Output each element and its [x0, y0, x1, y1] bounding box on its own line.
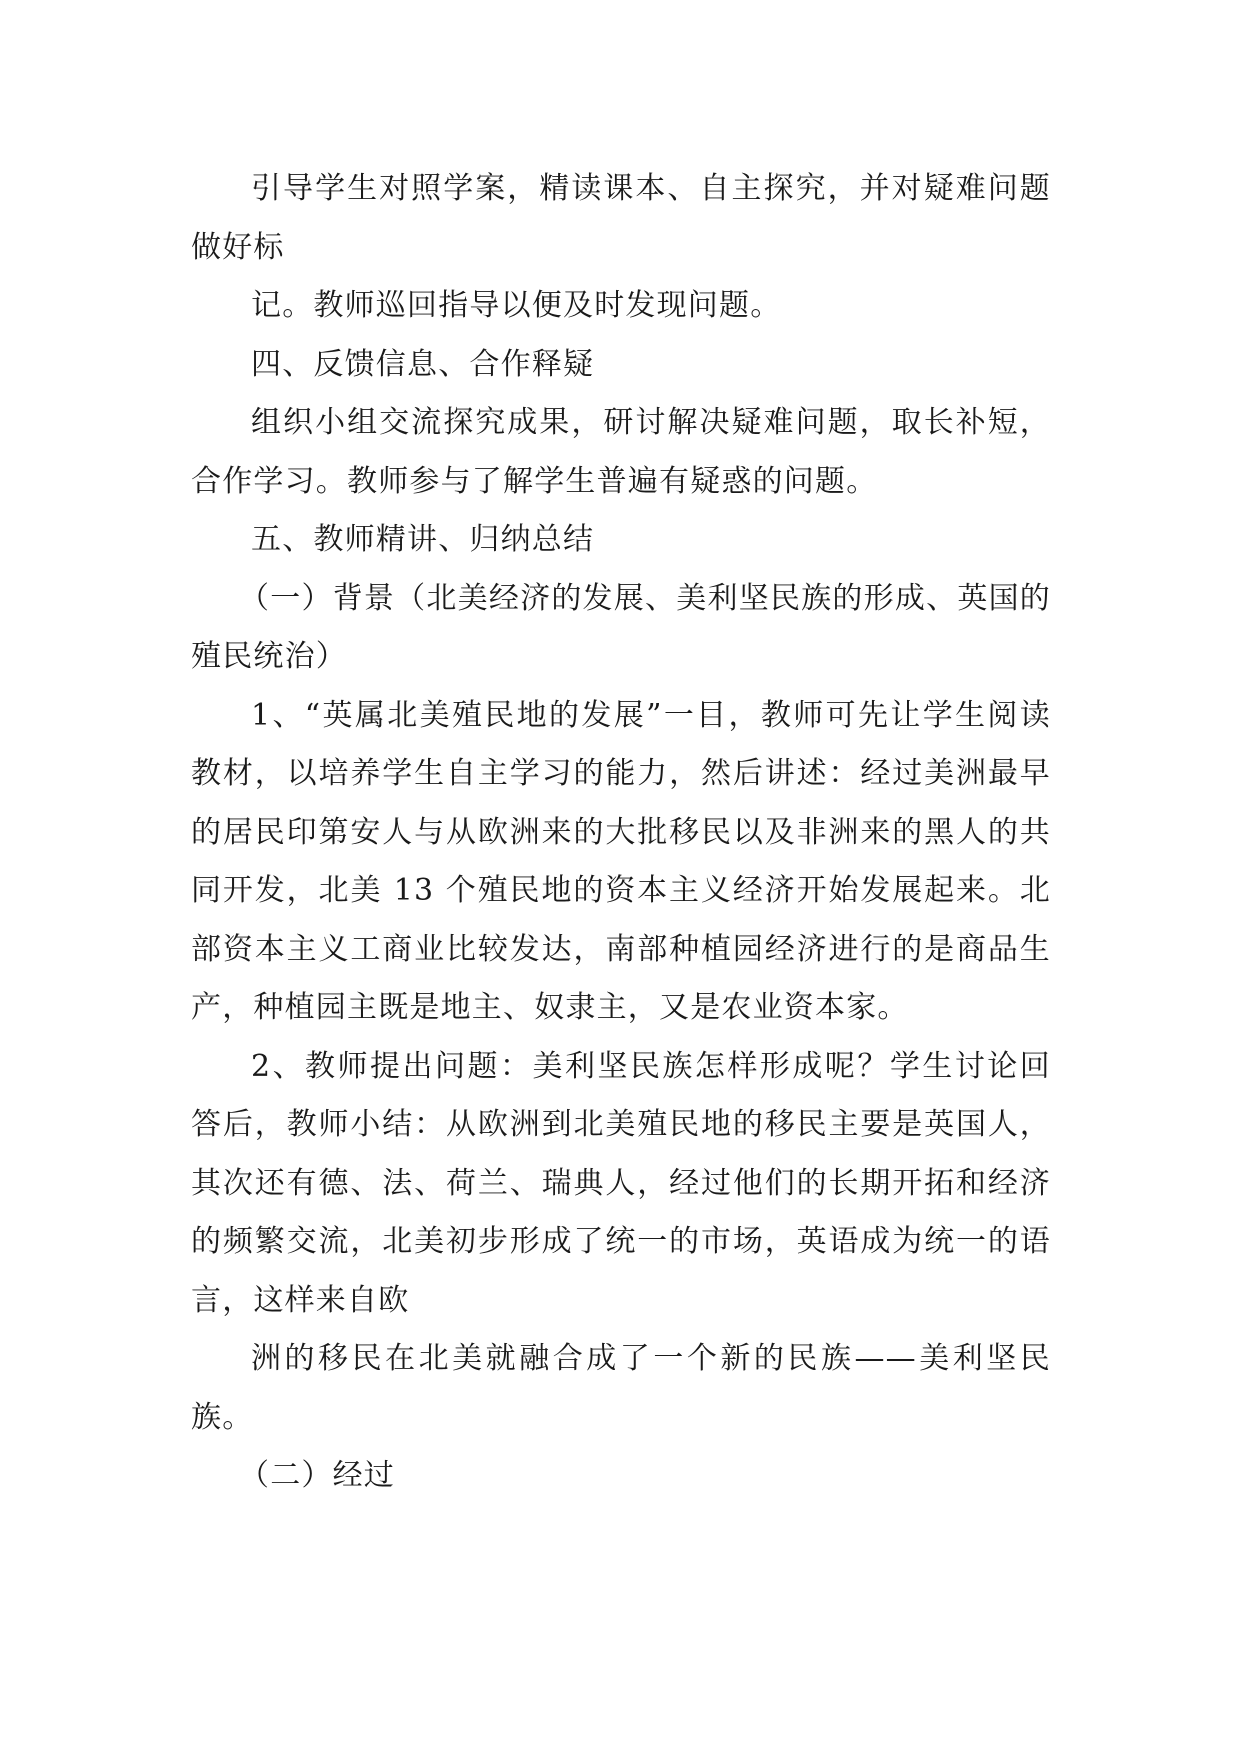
- paragraph-nation-formation-cont: 洲的移民在北美就融合成了一个新的民族——美利坚民族。: [191, 1341, 1051, 1435]
- paragraph-guide-students: 引导学生对照学案，精读课本、自主探究，并对疑难问题做好标: [191, 171, 1051, 265]
- section-heading-feedback: 四、反馈信息、合作释疑: [251, 346, 595, 382]
- paragraph-colonies-development: 1、“英属北美殖民地的发展”一目，教师可先让学生阅读教材，以培养学生自主学习的能力，然后讲述：经过美洲最早的居民印第安人与从欧洲来的大批移民以及非洲来的黑人的共同开发，北美 13 个殖民地的资本主义经济开始发展起来。北部资本主义工商业比较发达，南部种植园经济进行的是商品生产，种植园主既是地主、奴隶主，又是农业资本家。: [191, 697, 1051, 1025]
- document-body: [191, 160, 1051, 1506]
- paragraph-group-exchange: 组织小组交流探究成果，研讨解决疑难问题，取长补短，合作学习。教师参与了解学生普遍有疑惑的问题。: [191, 405, 1051, 499]
- paragraph-teacher-patrol: 记。教师巡回指导以便及时发现问题。: [251, 288, 782, 323]
- section-heading-summary: 五、教师精讲、归纳总结: [251, 522, 595, 557]
- subheading-background: （一）背景（北美经济的发展、美利坚民族的形成、英国的殖民统治）: [191, 580, 1051, 674]
- paragraph-nation-formation: 2、教师提出问题：美利坚民族怎样形成呢？学生讨论回答后，教师小结：从欧洲到北美殖民地的移民主要是英国人，其次还有德、法、荷兰、瑞典人，经过他们的长期开拓和经济的频繁交流，北美初步形成了统一的市场，英语成为统一的语言，这样来自欧: [191, 1048, 1051, 1318]
- subheading-process: （二）经过: [239, 1458, 395, 1493]
